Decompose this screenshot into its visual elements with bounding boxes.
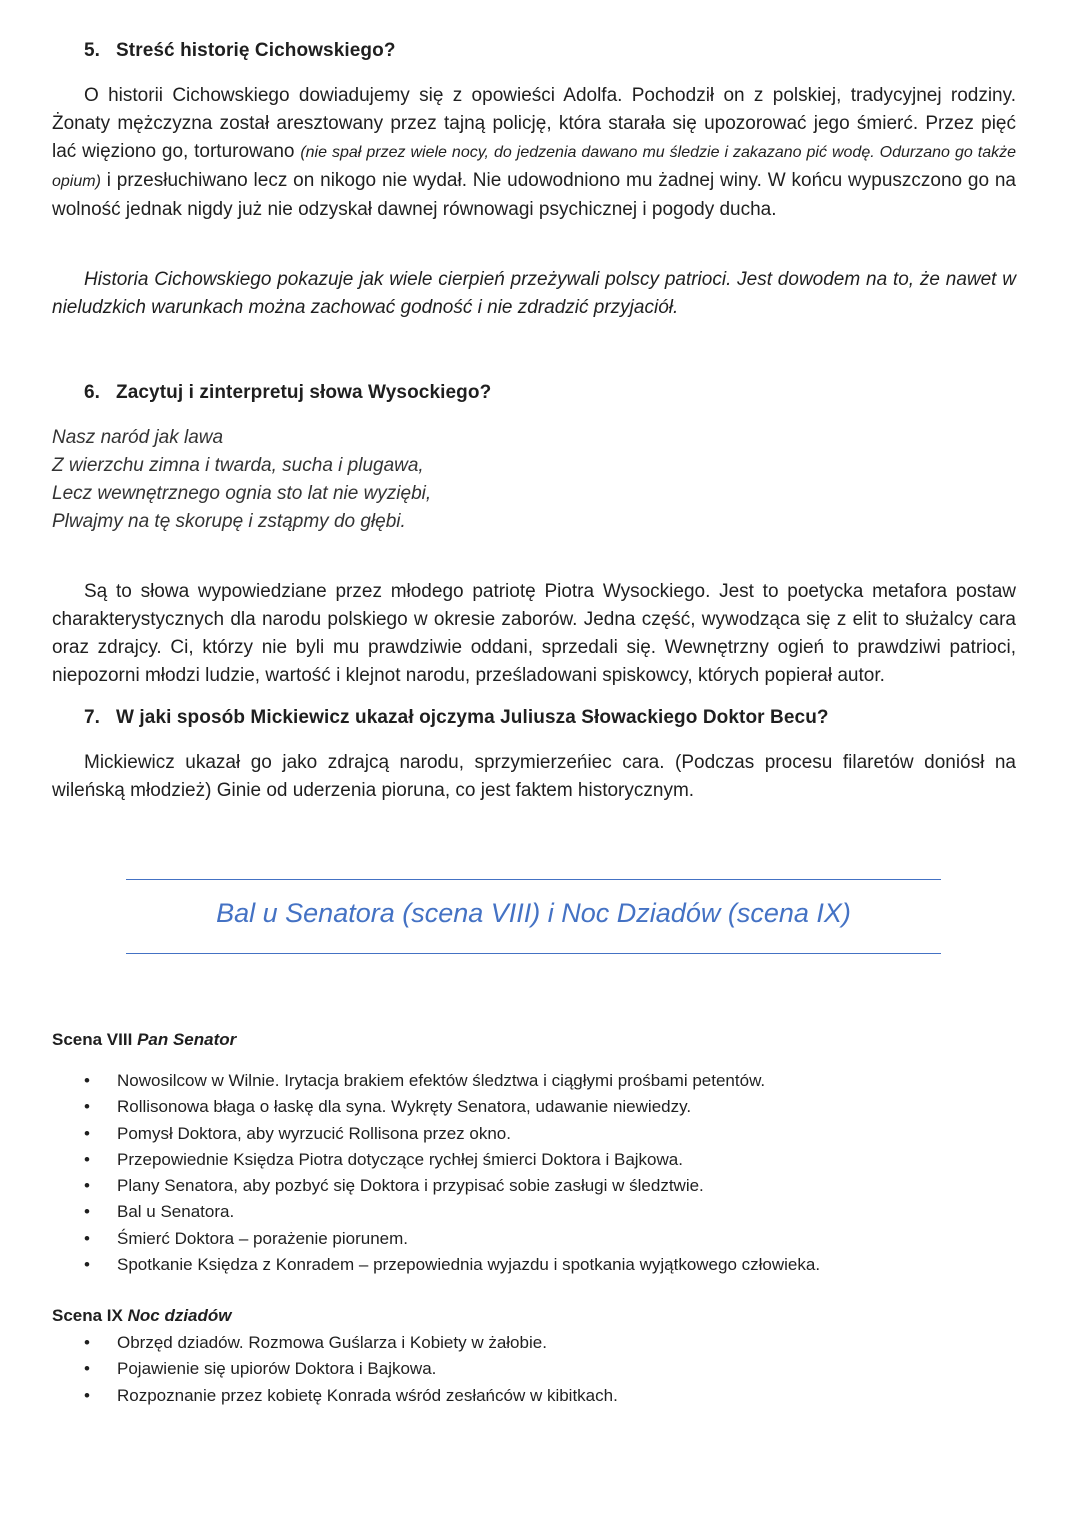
list-item: • Rozpoznanie przez kobietę Konrada wśród zesłańców w kibitkach. [84,1385,618,1405]
paragraph-text: O historii Cichowskiego dowiadujemy się z opowieści Adolfa. Pochodził on z polskiej, tradycyjnej rodziny. Żonaty mężczyzna został aresztowany przez tajną policję, która starała się upozorować jego śmierć. Przez pięć lać więziono go, torturowano [52,85,1016,162]
list-item: • Plany Senatora, aby pozbyć się Doktora i przypisać sobie zasługi w śledztwie. [84,1176,704,1196]
paragraph-text-tail: i przesłuchiwano lecz on nikogo nie wydał. Nie udowodniono mu żadnej winy. W końcu wypuszczono go na wolność jednak nigdy już nie odzyskał dawnej równowagi psychicznej i pogody ducha. [52,170,1016,220]
paragraph-italic-note: (nie spał przez wiele nocy, do jedzenia dawano mu śledzie i zakazano pić wodę. Odurzano go także opium) [52,144,1016,190]
list-item: • Przepowiednie Księdza Piotra dotyczące rychłej śmierci Doktora i Bajkowa. [84,1149,683,1169]
list-item: • Nowosilcow w Wilnie. Irytacja brakiem efektów śledztwa i ciągłymi prośbami petentów. [84,1071,766,1090]
list-item-text: Śmierć Doktora – porażenie piorunem. [117,1228,409,1248]
paragraph-text: Są to słowa wypowiedziane przez młodego patriotę Piotra Wysockiego. Jest to poetycka metafora postaw charakterystycznych dla narodu polskiego w okresie zaborów. Jedna część, wywodząca się z elit to służalcy cara oraz zdrajcy. Ci, którzy nie byli mu prawdziwie oddani, sprzedali się. Wewnętrzny ogień to prawdziwi patrioci, niepozorni młodzi ludzie, wartość i klejnot narodu, prześladowani spiskowcy, których popierał autor. [52,581,1016,686]
poem-line: Plwajmy na tę skorupę i zstąpmy do głębi. [52,511,406,532]
question-7-title [84,707,829,729]
paragraph-text: Historia Cichowskiego pokazuje jak wiele cierpień przeżywali polscy patrioci. Jest dowodem na to, że nawet w nieludzkich warunkach można zachować godność i nie zdradzić przyjaciół. [52,269,1016,318]
list-item-text: Nowosilcow w Wilnie. Irytacja brakiem efektów śledztwa i ciągłymi prośbami petentów. [117,1071,766,1090]
scene-8-list [0,1068,820,1278]
list-item-text: Przepowiednie Księdza Piotra dotyczące rychłej śmierci Doktora i Bajkowa. [117,1149,683,1169]
question-text: Zacytuj i zinterpretuj słowa Wysockiego? [116,382,492,403]
list-item-text: Pojawienie się upiorów Doktora i Bajkowa. [117,1359,437,1379]
scene-name: Noc dziadów [127,1306,232,1325]
question-number: 6. [84,382,101,403]
list-item: • Spotkanie Księdza z Konradem – przepowiednia wyjazdu i spotkania wyjątkowego człowieka. [84,1255,821,1275]
scene-name: Pan Senator [137,1030,237,1049]
question-text: Streść historię Cichowskiego? [116,40,396,61]
scene-9-list [0,1330,618,1409]
list-item: • Śmierć Doktora – porażenie piorunem. [84,1228,409,1248]
scene-9-title [52,1306,232,1326]
heading-bottom-rule [126,953,941,954]
list-item: • Bal u Senatora. [84,1202,235,1222]
scene-label: Scena VIII [52,1030,133,1049]
section-heading: Bal u Senatora (scena VIII) i Noc Dziadów (scena IX) [216,898,851,928]
list-item-text: Obrzęd dziadów. Rozmowa Guślarza i Kobiety w żałobie. [117,1333,547,1352]
q5-summary-paragraph [52,266,1016,322]
heading-top-rule [126,879,941,880]
paragraph-text: Mickiewicz ukazał go jako zdrajcą narodu, sprzymierzeńiec cara. (Podczas procesu filaretów doniósł na wileńską młodzież) Ginie od uderzenia pioruna, co jest faktem historycznym. [52,752,1016,801]
poem-line: Lecz wewnętrznego ognia sto lat nie wyziębi, [52,483,432,504]
list-item-text: Bal u Senatora. [117,1202,235,1222]
wysocki-quote [52,424,431,536]
list-item: • Obrzęd dziadów. Rozmowa Guślarza i Kobiety w żałobie. [84,1333,547,1352]
list-item-text: Plany Senatora, aby pozbyć się Doktora i przypisać sobie zasługi w śledztwie. [117,1176,704,1196]
scene-8-title [52,1030,236,1050]
question-5-title [84,40,396,62]
list-item-text: Pomysł Doktora, aby wyrzucić Rollisona przez okno. [117,1123,511,1143]
q5-answer-paragraph [52,82,1016,224]
question-6-title [84,382,491,404]
question-number: 7. [84,707,101,728]
poem-line: Nasz naród jak lawa [52,427,224,448]
question-number: 5. [84,40,101,61]
list-item: • Pojawienie się upiorów Doktora i Bajkowa. [84,1359,437,1379]
q6-answer-paragraph [52,578,1016,690]
list-item: • Pomysł Doktora, aby wyrzucić Rollisona przez okno. [84,1123,511,1143]
scene-label: Scena IX [52,1306,123,1325]
question-text: W jaki sposób Mickiewicz ukazał ojczyma Juliusza Słowackiego Doktor Becu? [116,707,829,728]
list-item: • Rollisonowa błaga o łaskę dla syna. Wykręty Senatora, udawanie niewiedzy. [84,1097,692,1117]
q7-answer-paragraph [52,749,1016,805]
list-item-text: Spotkanie Księdza z Konradem – przepowiednia wyjazdu i spotkania wyjątkowego człowieka. [117,1255,821,1275]
list-item-text: Rollisonowa błaga o łaskę dla syna. Wykręty Senatora, udawanie niewiedzy. [117,1097,692,1117]
list-item-text: Rozpoznanie przez kobietę Konrada wśród zesłańców w kibitkach. [117,1385,618,1405]
poem-line: Z wierzchu zimna i twarda, sucha i plugawa, [52,455,424,476]
